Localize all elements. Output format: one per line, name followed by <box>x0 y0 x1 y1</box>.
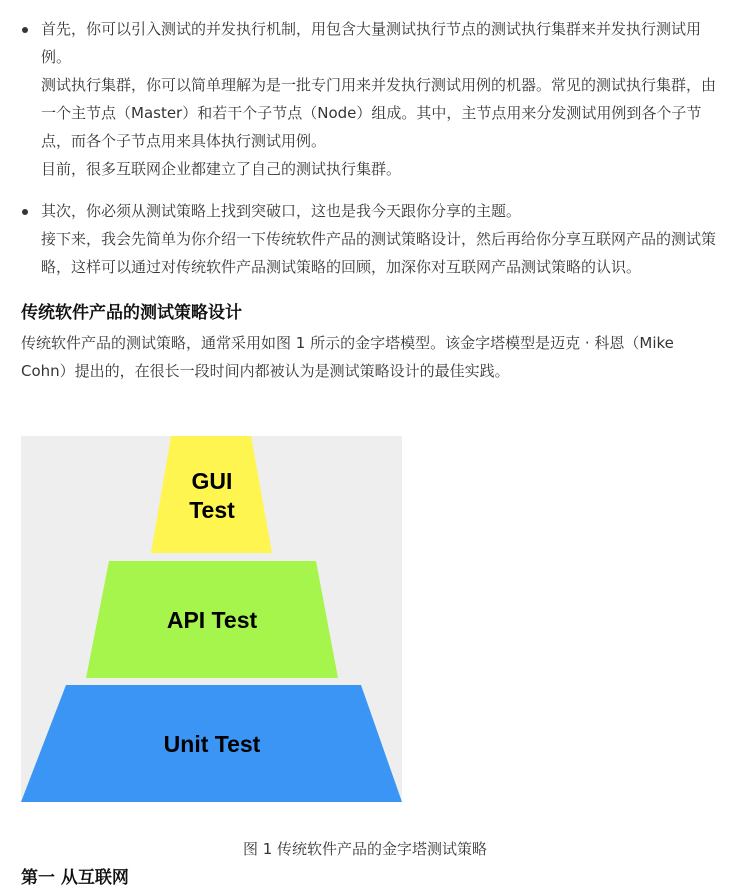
bullet-text: 首先，你可以引入测试的并发执行机制，用包含大量测试执行节点的测试执行集群来并发执行测试用例。 <box>41 20 702 66</box>
bullet-dot-icon <box>22 27 28 33</box>
pyramid-middle-label: API Test <box>166 607 258 633</box>
bullet-text: 目前，很多互联网企业都建立了自己的测试执行集群。 <box>41 160 402 178</box>
section-paragraph: 传统软件产品的测试策略，通常采用如图 1 所示的金字塔模型。该金字塔模型是迈克 · 科恩（Mike Cohn）提出的，在很长一段时间内都被认为是测试策略设计的最佳实践。 <box>21 334 674 380</box>
bullet-list <box>21 15 716 281</box>
list-item <box>21 197 716 281</box>
section-title: 传统软件产品的测试策略设计 <box>21 303 242 323</box>
pyramid-top-label-2: Test <box>189 497 235 523</box>
next-section-heading: 第一 从互联网 <box>21 868 129 888</box>
bullet-text: 测试执行集群，你可以简单理解为是一批专门用来并发执行测试用例的机器。常见的测试执行集群，由一个主节点（Master）和若干个子节点（Node）组成。其中，主节点用来分发测试用例到各个子节点，而各个子节点用来具体执行测试用例。 <box>41 76 717 150</box>
list-item <box>21 15 716 183</box>
pyramid-figure <box>21 436 402 802</box>
pyramid-top-label-1: GUI <box>191 468 233 494</box>
bullet-dot-icon <box>22 209 28 215</box>
pyramid-top-layer <box>151 436 272 553</box>
bullet-text: 接下来，我会先简单为你介绍一下传统软件产品的测试策略设计，然后再给你分享互联网产品的测试策略，这样可以通过对传统软件产品测试策略的回顾，加深你对互联网产品测试策略的认识。 <box>41 230 717 276</box>
pyramid-bottom-label: Unit Test <box>163 731 261 757</box>
pyramid-diagram <box>21 436 402 802</box>
article-content <box>21 15 716 385</box>
figure-caption: 图 1 传统软件产品的金字塔测试策略 <box>242 840 488 858</box>
bullet-text: 其次，你必须从测试策略上找到突破口，这也是我今天跟你分享的主题。 <box>41 202 522 220</box>
